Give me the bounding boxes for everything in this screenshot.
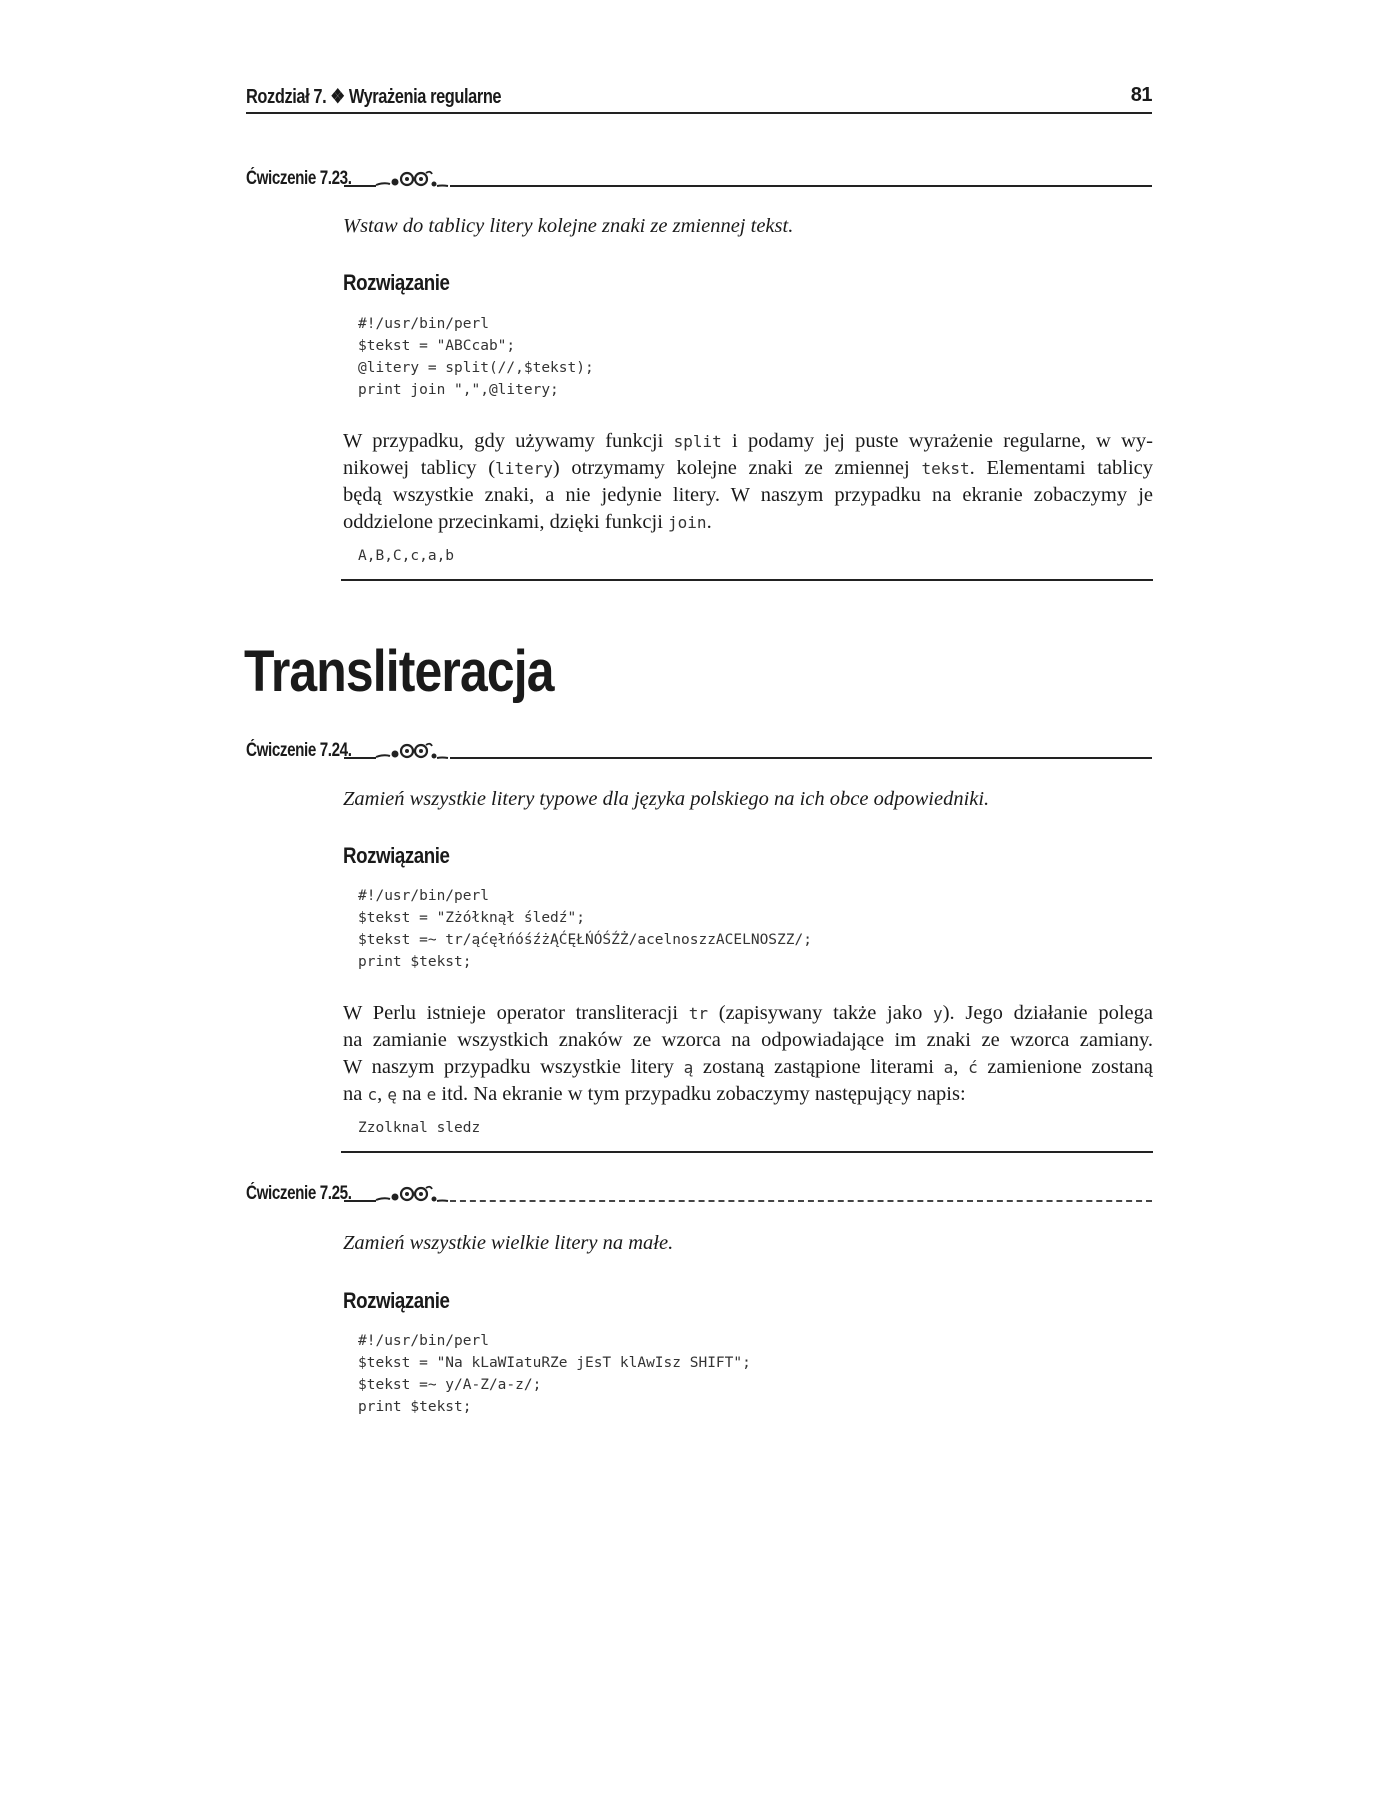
code-line: print $tekst; xyxy=(358,1399,472,1415)
code-line: #!/usr/bin/perl xyxy=(358,888,489,904)
ornament-icon xyxy=(374,741,450,763)
page-number: 81 xyxy=(1130,84,1152,106)
solution-heading: Rozwiązanie xyxy=(343,270,450,295)
chapter-title: Rozdział 7. ❖ Wyrażenia regularne xyxy=(246,86,502,108)
code-line: $tekst = "Zżółknął śledź"; xyxy=(358,910,585,926)
exercise-end-rule xyxy=(341,579,1153,581)
code-line: print join ",",@litery; xyxy=(358,382,559,398)
lead-rule xyxy=(344,757,376,759)
code-line: $tekst =~ tr/ąćęłńóśźżĄĆĘŁŃÓŚŹŻ/acelnoszzACELNOSZZ/; xyxy=(358,932,812,948)
code-listing xyxy=(358,313,594,401)
explanation-paragraph xyxy=(343,1000,1153,1108)
code-line: #!/usr/bin/perl xyxy=(358,1333,489,1349)
paragraph-line: W Perlu istnieje operator transliteracji tr (zapisywany także jako y). Jego działanie polega xyxy=(343,1002,1153,1024)
exercise-end-rule xyxy=(341,1151,1153,1153)
ornament-icon xyxy=(374,1184,450,1206)
exercise-task: Wstaw do tablicy litery kolejne znaki ze zmiennej tekst. xyxy=(343,215,794,237)
code-line: @litery = split(//,$tekst); xyxy=(358,360,594,376)
exercise-label: Ćwiczenie 7.24. xyxy=(246,740,352,761)
exercise-task: Zamień wszystkie litery typowe dla języka polskiego na ich obce odpowiedniki. xyxy=(343,788,990,810)
code-line: $tekst =~ y/A-Z/a-z/; xyxy=(358,1377,542,1393)
header-rule xyxy=(246,112,1152,114)
explanation-paragraph xyxy=(343,428,1153,536)
solution-heading: Rozwiązanie xyxy=(343,843,450,868)
section-title: Transliteracja xyxy=(244,639,554,704)
code-line: print $tekst; xyxy=(358,954,472,970)
code-line: $tekst = "Na kLaWIatuRZe jEsT klAwIsz SHIFT"; xyxy=(358,1355,751,1371)
ornament-icon xyxy=(374,169,450,191)
code-listing xyxy=(358,885,812,973)
paragraph-line: na c, ę na e itd. Na ekranie w tym przypadku zobaczymy następujący napis: xyxy=(343,1083,966,1105)
exercise-rule xyxy=(450,757,1152,759)
code-listing xyxy=(358,1330,751,1418)
paragraph-line: nikowej tablicy (litery) otrzymamy kolejne znaki ze zmiennej tekst. Elementami tablicy xyxy=(343,457,1153,479)
paragraph-line: będą wszystkie znaki, a nie jedynie litery. W naszym przypadku na ekranie zobaczymy je xyxy=(343,484,1153,506)
running-header xyxy=(246,84,1152,112)
exercise-label: Ćwiczenie 7.25. xyxy=(246,1183,352,1204)
exercise-7-23-header xyxy=(246,168,1152,194)
paragraph-line: na zamianie wszystkich znaków ze wzorca na odpowiadające im znaki ze wzorca zamiany. xyxy=(343,1029,1153,1051)
exercise-7-24-header xyxy=(246,740,1152,766)
lead-rule xyxy=(344,185,376,187)
exercise-7-25-header xyxy=(246,1183,1152,1209)
paragraph-line: oddzielone przecinkami, dzięki funkcji join. xyxy=(343,511,712,533)
code-line: $tekst = "ABCcab"; xyxy=(358,338,516,354)
paragraph-line: W przypadku, gdy używamy funkcji split i podamy jej puste wyrażenie regularne, w wy- xyxy=(343,430,1153,452)
program-output: Zzolknal sledz xyxy=(358,1120,481,1136)
exercise-rule xyxy=(450,1200,1152,1202)
exercise-task: Zamień wszystkie wielkie litery na małe. xyxy=(343,1232,674,1254)
code-line: #!/usr/bin/perl xyxy=(358,316,489,332)
solution-heading: Rozwiązanie xyxy=(343,1288,450,1313)
exercise-label: Ćwiczenie 7.23. xyxy=(246,168,352,189)
program-output: A,B,C,c,a,b xyxy=(358,548,455,564)
exercise-rule xyxy=(450,185,1152,187)
paragraph-line: W naszym przypadku wszystkie litery ą zostaną zastąpione literami a, ć zamienione zostaną xyxy=(343,1056,1153,1078)
lead-rule xyxy=(344,1200,376,1202)
